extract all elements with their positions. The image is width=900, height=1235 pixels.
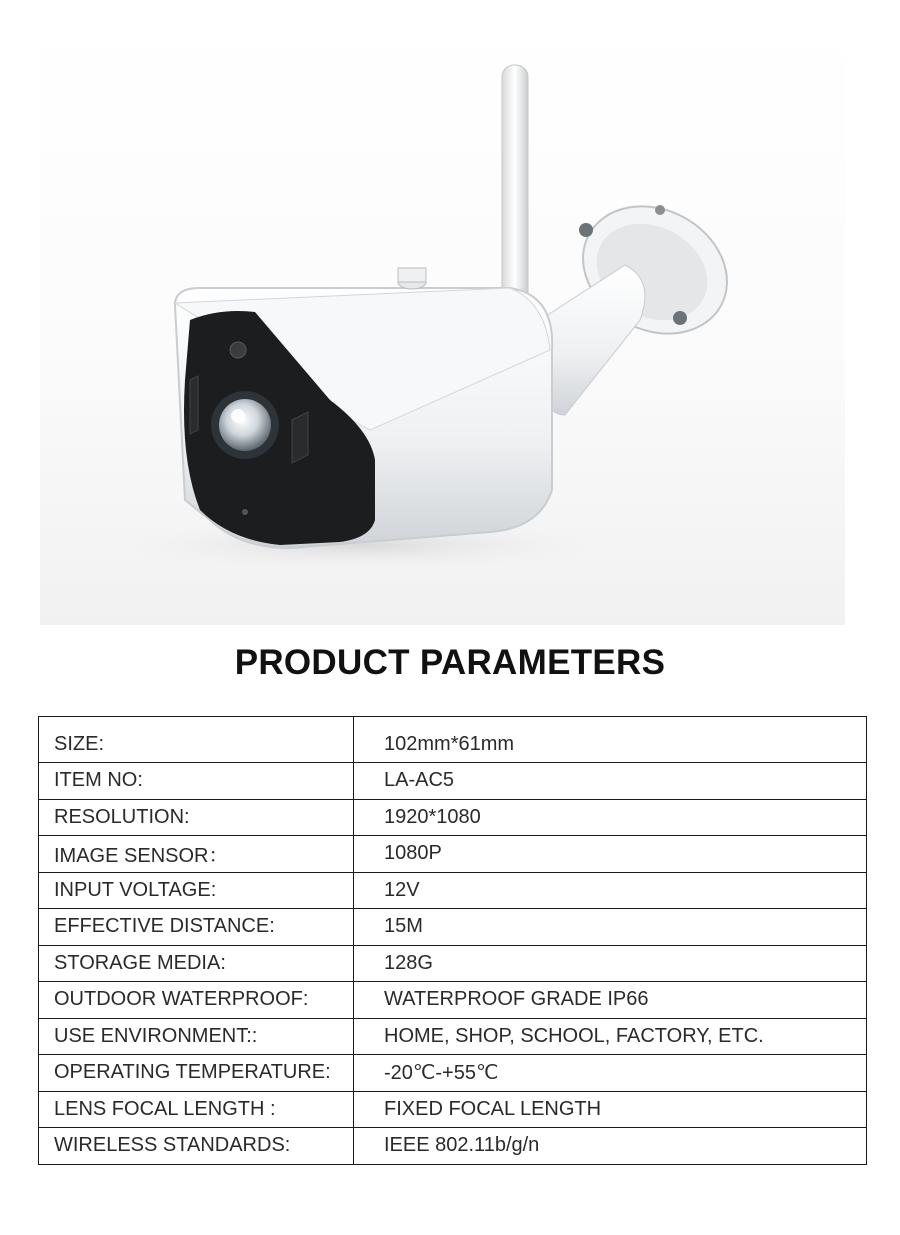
table-row: [39, 1091, 867, 1128]
spec-value: HOME, SHOP, SCHOOL, FACTORY, ETC.: [354, 1018, 867, 1055]
table-row: [39, 763, 867, 800]
spec-value: LA-AC5: [354, 763, 867, 800]
spec-value: -20℃-+55℃: [354, 1055, 867, 1092]
spec-value: WATERPROOF GRADE IP66: [354, 982, 867, 1019]
spec-label: ITEM NO:: [39, 763, 354, 800]
spec-value: 12V: [354, 872, 867, 909]
spec-label: USE ENVIRONMENT::: [39, 1018, 354, 1055]
bullet-camera-illustration: [40, 20, 845, 625]
spec-label: OPERATING TEMPERATURE:: [39, 1055, 354, 1092]
spec-label: OUTDOOR WATERPROOF:: [39, 982, 354, 1019]
page-title: PRODUCT PARAMETERS: [234, 643, 666, 682]
spec-value: IEEE 802.11b/g/n: [354, 1128, 867, 1165]
spec-value: FIXED FOCAL LENGTH: [354, 1091, 867, 1128]
spec-label: INPUT VOLTAGE:: [39, 872, 354, 909]
spec-table: [38, 716, 867, 1165]
table-row: [39, 909, 867, 946]
table-row: [39, 717, 867, 763]
table-row: [39, 945, 867, 982]
spec-label: STORAGE MEDIA:: [39, 945, 354, 982]
spec-label: LENS FOCAL LENGTH :: [39, 1091, 354, 1128]
spec-label: EFFECTIVE DISTANCE:: [39, 909, 354, 946]
spec-label: SIZE:: [39, 717, 354, 763]
spec-value: 128G: [354, 945, 867, 982]
product-photo: [40, 20, 845, 625]
spec-label: IMAGE SENSOR：: [39, 836, 354, 873]
spec-value: 1080P: [354, 836, 867, 873]
table-row: [39, 799, 867, 836]
spec-value: 15M: [354, 909, 867, 946]
table-row: [39, 836, 867, 873]
spec-value: 102mm*61mm: [354, 717, 867, 763]
spec-label: WIRELESS STANDARDS:: [39, 1128, 354, 1165]
spec-label: RESOLUTION:: [39, 799, 354, 836]
table-row: [39, 1018, 867, 1055]
table-row: [39, 872, 867, 909]
spec-value: 1920*1080: [354, 799, 867, 836]
table-row: [39, 982, 867, 1019]
table-row: [39, 1055, 867, 1092]
table-row: [39, 1128, 867, 1165]
